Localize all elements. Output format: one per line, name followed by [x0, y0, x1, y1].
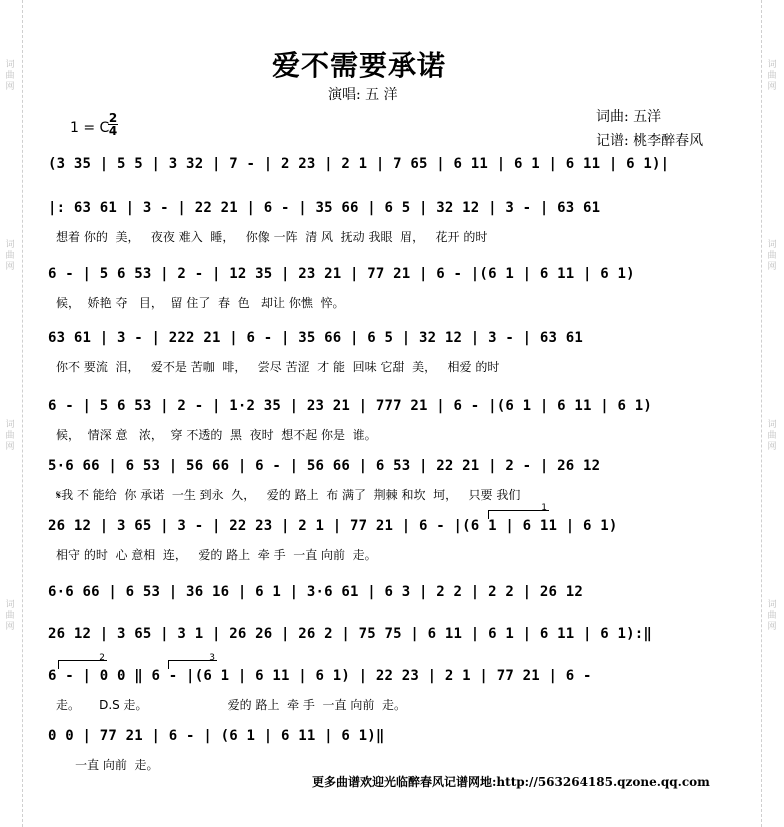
- lyric-row-3: 候， 娇艳 夺 目， 留 住了 春 色 却让 你憔 悴。: [56, 296, 345, 310]
- composer-credit: 词曲: 五洋: [596, 109, 662, 125]
- lyric-row-5: 候， 情深 意 浓， 穿 不透的 黑 夜时 想不起 你是 谁。: [56, 428, 377, 442]
- watermark-text: 词曲网: [767, 420, 777, 452]
- notation-row-9: 26 12 | 3 65 | 3 1 | 26 26 | 26 2 | 75 75 | 6 11 | 6 1 | 6 11 | 6 1):‖: [48, 626, 653, 642]
- ending-label: 1: [541, 503, 547, 513]
- footer-link-text: 更多曲谱欢迎光临醉春风记谱网地:http://563264185.qzone.qq.com: [312, 775, 710, 789]
- watermark-text: 词曲网: [5, 420, 15, 452]
- singer-credit: 演唱: 五 洋: [328, 87, 398, 103]
- lyric-row-6: 𝄋我 不 能给 你 承诺 一生 到永 久， 爱的 路上 布 满了 荆棘 和坎 坷， 只要 我们: [56, 488, 521, 502]
- notation-row-7: 26 12 | 3 65 | 3 - | 22 23 | 2 1 | 77 21 | 6 - |(6 1 | 6 11 | 6 1): [48, 518, 618, 534]
- notation-row-6: 5·6 66 | 6 53 | 56 66 | 6 - | 56 66 | 6 53 | 22 21 | 2 - | 26 12: [48, 458, 601, 474]
- notation-row-10: 6 - | 0 0 ‖ 6 - |(6 1 | 6 11 | 6 1) | 22 23 | 2 1 | 77 21 | 6 -: [48, 668, 592, 684]
- arranger-credit: 记谱: 桃李醉春风: [596, 133, 704, 149]
- lyric-row-10: 走。 D.S 走。 爱的 路上 牵 手 一直 向前 走。: [56, 698, 406, 712]
- notation-row-11: 0 0 | 77 21 | 6 - | (6 1 | 6 11 | 6 1)‖: [48, 728, 385, 744]
- time-signature-bottom: 4: [108, 124, 118, 138]
- time-signature-top: 2: [108, 111, 118, 125]
- ending-label: 2: [99, 653, 105, 663]
- lyric-row-4: 你不 要流 泪， 爱不是 苦咖 啡， 尝尽 苦涩 才 能 回味 它甜 美， 相爱 的时: [56, 360, 500, 374]
- watermark-text: 词曲网: [767, 600, 777, 632]
- key-signature: 1 = C: [70, 120, 110, 136]
- time-signature: [108, 112, 118, 137]
- watermark-text: 词曲网: [5, 60, 15, 92]
- notation-row-2: |: 63 61 | 3 - | 22 21 | 6 - | 35 66 | 6 5 | 32 12 | 3 - | 63 61: [48, 200, 601, 216]
- right-margin-strip: [761, 0, 784, 827]
- watermark-text: 词曲网: [5, 600, 15, 632]
- lyric-row-11: 一直 向前 走。: [56, 758, 159, 772]
- notation-row-3: 6 - | 5 6 53 | 2 - | 12 35 | 23 21 | 77 21 | 6 - |(6 1 | 6 11 | 6 1): [48, 266, 635, 282]
- notation-row-8: 6·6 66 | 6 53 | 36 16 | 6 1 | 3·6 61 | 6 3 | 2 2 | 2 2 | 26 12: [48, 584, 583, 600]
- notation-row-4: 63 61 | 3 - | 222 21 | 6 - | 35 66 | 6 5 | 32 12 | 3 - | 63 61: [48, 330, 583, 346]
- lyric-row-2: 想着 你的 美， 夜夜 难入 睡， 你像 一阵 清 风 抚动 我眼 眉， 花开 的时: [56, 230, 488, 244]
- lyric-row-7: 相守 的时 心 意相 连， 爱的 路上 牵 手 一直 向前 走。: [56, 548, 377, 562]
- notation-row-5: 6 - | 5 6 53 | 2 - | 1·2 35 | 23 21 | 777 21 | 6 - |(6 1 | 6 11 | 6 1): [48, 398, 653, 414]
- ending-label: 3: [209, 653, 215, 663]
- watermark-text: 词曲网: [767, 240, 777, 272]
- watermark-text: 词曲网: [5, 240, 15, 272]
- left-margin-strip: [0, 0, 23, 827]
- notation-row-1: (3 35 | 5 5 | 3 32 | 7 - | 2 23 | 2 1 | 7 65 | 6 11 | 6 1 | 6 11 | 6 1)|: [48, 156, 670, 172]
- song-title: 爱不需要承诺: [272, 49, 447, 82]
- watermark-text: 词曲网: [767, 60, 777, 92]
